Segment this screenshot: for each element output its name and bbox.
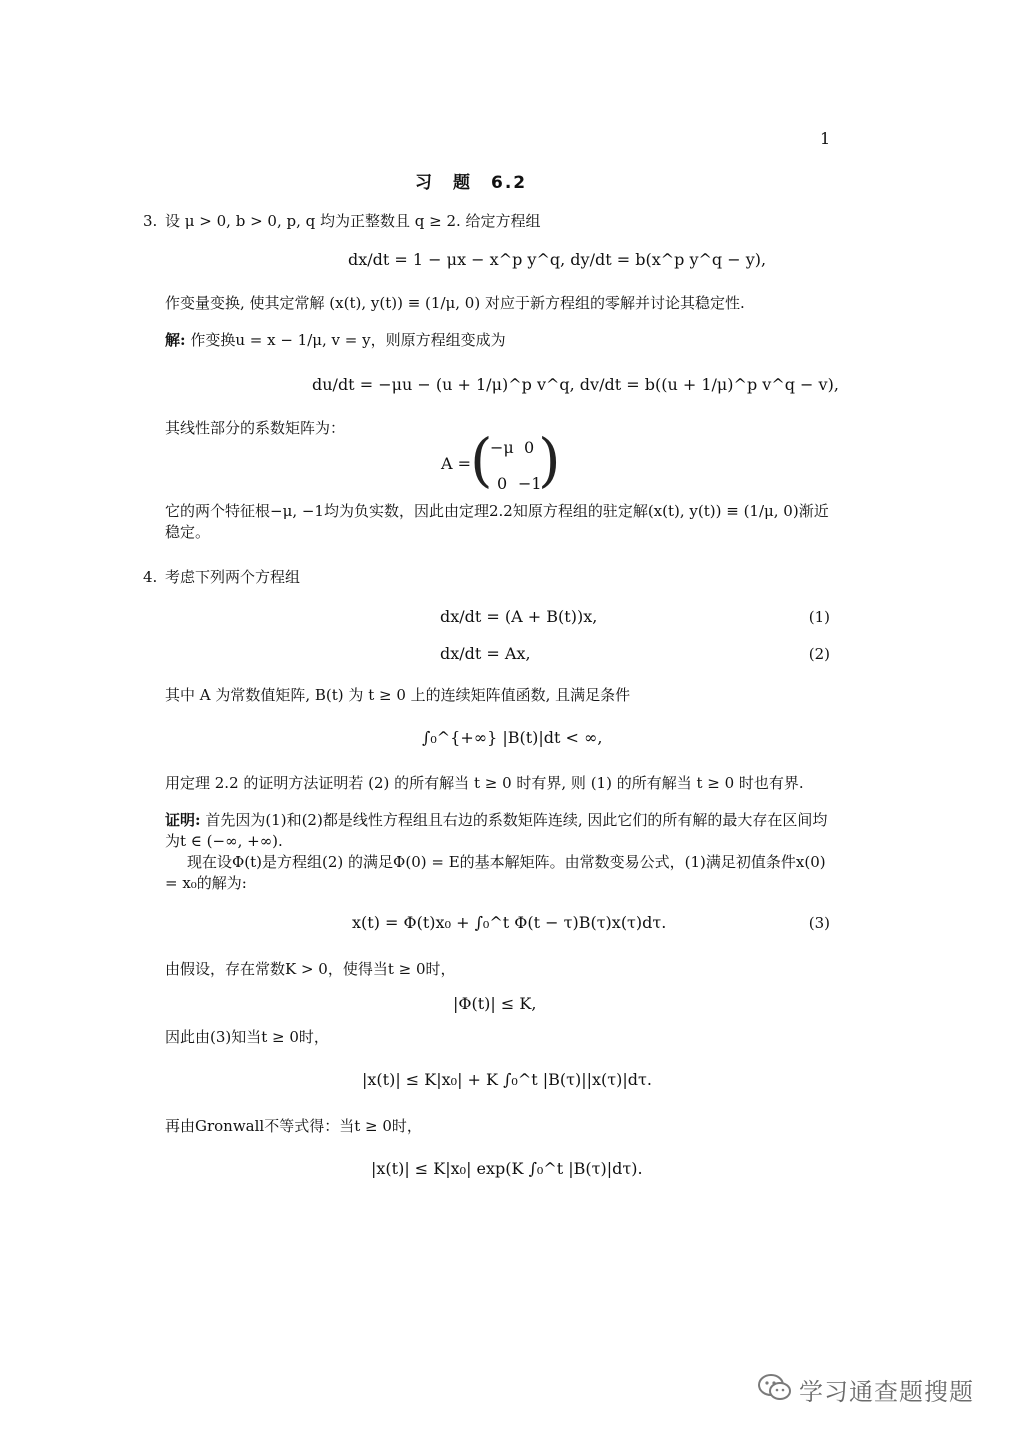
transformed-equation: du/dt = −μu − (u + 1/μ)^p v^q, dv/dt = b((u + 1/μ)^p v^q − v), <box>312 375 839 394</box>
solution-label: 解: <box>165 331 186 349</box>
proof-paragraph-2: 现在设Φ(t)是方程组(2) 的满足Φ(0) = E的基本解矩阵。由常数变易公式，(1)满足初值条件x(0) = x₀的解为: <box>165 853 826 892</box>
gronwall-bound: |x(t)| ≤ K|x₀| exp(K ∫₀^t |B(τ)|dτ). <box>371 1159 643 1178</box>
matrix-lhs: A = <box>441 454 472 473</box>
equation-3-number: (3) <box>808 914 830 932</box>
bound-phi: |Φ(t)| ≤ K, <box>453 994 537 1013</box>
equation-2: dx/dt = Ax, <box>440 644 531 663</box>
matrix-cell-11: −μ <box>490 438 514 457</box>
wechat-icon <box>757 1373 793 1407</box>
equation-2-number: (2) <box>808 645 830 663</box>
problem-4-task: 用定理 2.2 的证明方法证明若 (2) 的所有解当 t ≥ 0 时有界, 则 (1) 的所有解当 t ≥ 0 时也有界. <box>165 774 804 792</box>
integral-condition: ∫₀^{+∞} |B(t)|dt < ∞, <box>422 728 603 747</box>
matrix-right-paren: ) <box>538 426 561 494</box>
problem-3-statement: 设 μ > 0, b > 0, p, q 均为正整数且 q ≥ 2. 给定方程组 <box>165 212 541 230</box>
bound-x: |x(t)| ≤ K|x₀| + K ∫₀^t |B(τ)||x(τ)|dτ. <box>362 1070 652 1089</box>
proof-p1-text: 首先因为(1)和(2)都是线性方程组且右边的系数矩阵连续, 因此它们的所有解的最大存在区间均为t ∈ (−∞, +∞). <box>165 811 828 850</box>
problem-3-label: 3. <box>143 212 158 230</box>
matrix-cell-22: −1 <box>518 474 542 493</box>
watermark <box>757 1372 974 1407</box>
equation-1: dx/dt = (A + B(t))x, <box>440 607 598 626</box>
problem-3-equation: dx/dt = 1 − μx − x^p y^q, dy/dt = b(x^p y^q − y), <box>348 250 767 269</box>
equation-1-number: (1) <box>808 608 830 626</box>
section-title: 习 题 6.2 <box>415 173 528 193</box>
proof-paragraph-1 <box>165 810 830 852</box>
problem-3-task: 作变量变换, 使其定常解 (x(t), y(t)) ≡ (1/μ, 0) 对应于新方程组的零解并讨论其稳定性. <box>165 294 745 312</box>
proof-paragraph-5: 再由Gronwall不等式得：当t ≥ 0时， <box>165 1117 422 1135</box>
page-number: 1 <box>820 129 831 148</box>
matrix-left-paren: ( <box>470 426 493 494</box>
equation-3: x(t) = Φ(t)x₀ + ∫₀^t Φ(t − τ)B(τ)x(τ)dτ. <box>352 913 667 932</box>
problem-4-statement: 考虑下列两个方程组 <box>165 568 301 586</box>
condition-text: 其中 A 为常数值矩阵, B(t) 为 t ≥ 0 上的连续矩阵值函数, 且满足条件 <box>165 686 631 704</box>
problem-3-solution <box>165 330 830 351</box>
problem-4-label: 4. <box>143 568 158 586</box>
proof-label: 证明: <box>165 811 201 829</box>
watermark-text: 学习通查题搜题 <box>799 1378 974 1406</box>
proof-paragraph-3: 由假设，存在常数K > 0，使得当t ≥ 0时， <box>165 960 456 978</box>
matrix-cell-21: 0 <box>497 474 508 493</box>
problem-3-conclusion: 它的两个特征根−μ, −1均为负实数，因此由定理2.2知原方程组的驻定解(x(t), y(t)) ≡ (1/μ, 0)渐近稳定。 <box>165 502 829 541</box>
matrix-cell-12: 0 <box>524 438 535 457</box>
proof-paragraph-4: 因此由(3)知当t ≥ 0时， <box>165 1028 329 1046</box>
solution-intro: 作变换u = x − 1/μ, v = y，则原方程组变成为 <box>190 331 506 349</box>
matrix-intro: 其线性部分的系数矩阵为： <box>165 419 346 437</box>
